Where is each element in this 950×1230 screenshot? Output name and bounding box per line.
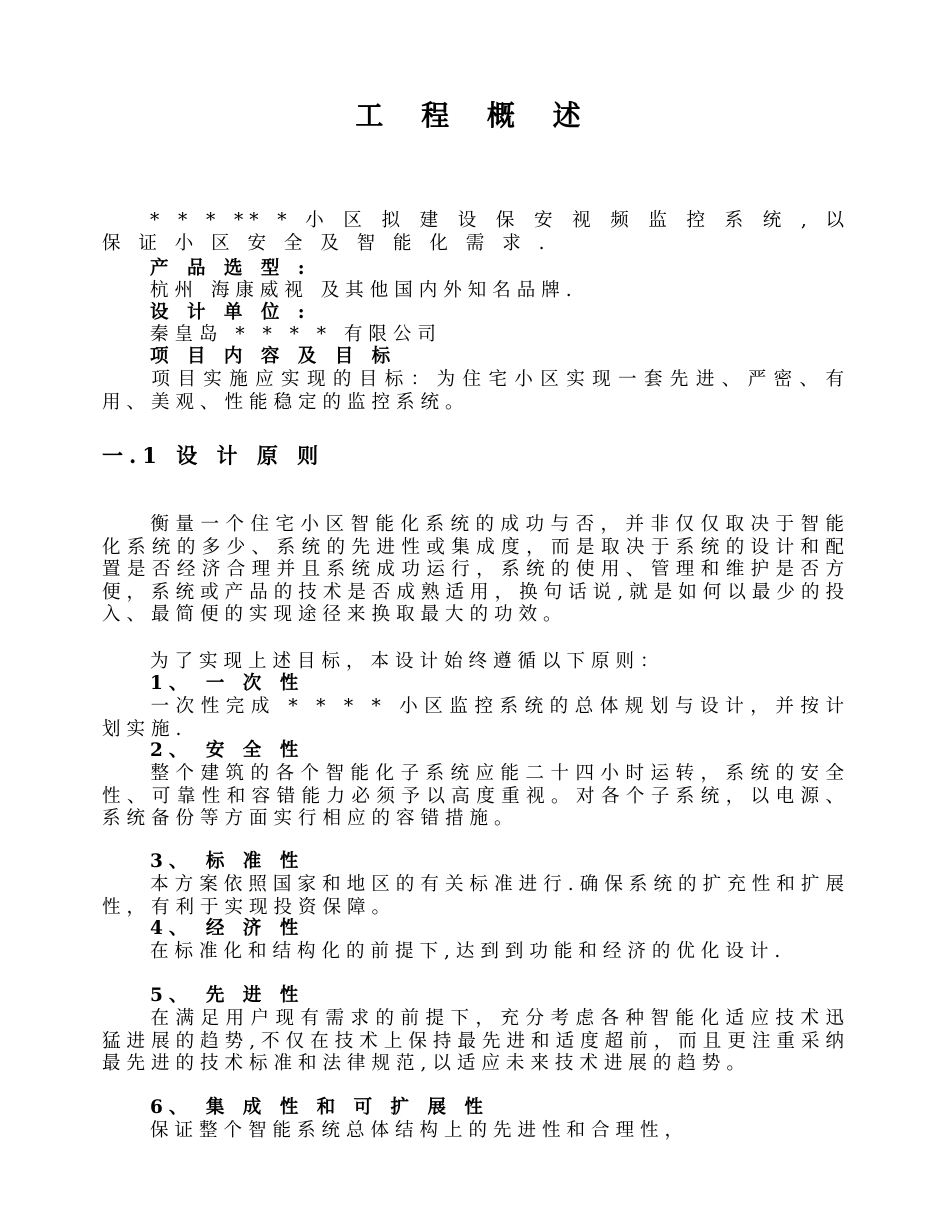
principle-text: 衡量一个住宅小区智能化系统的成功与否，并非仅仅取决于智能化系统的多少、系统的先进性或集成度，而是取决于系统的设计和配置是否经济合理并且系统成功运行，系统的使用、管理和维护是否方便，系统或产品的技术是否成熟适用，换句话说,就是如何以最少的投入、最简便的实现途径来换取最大的功效。 <box>102 514 850 625</box>
principle-lead-text: 为了实现上述目标，本设计始终遵循以下原则： <box>150 651 665 672</box>
principle-lead <box>102 651 850 674</box>
goals-text: 项目实施应实现的目标：为住宅小区实现一套先进、严密、有用、美观、性能稳定的监控系统。 <box>102 369 850 413</box>
item-body: 在标准化和结构化的前提下,达到到功能和经济的优化设计. <box>150 941 787 962</box>
item-text <box>102 1120 850 1143</box>
intro-text: * * * ** * 小 区 拟 建 设 保 安 视 频 监 控 系 统 , 以 保 证 小 区 安 全 及 智 能 化 需 求 . <box>102 210 850 254</box>
principle-paragraph <box>102 514 850 627</box>
intro-paragraph <box>102 210 850 255</box>
item-text <box>102 941 850 964</box>
product-label: 产 品 选 型 : <box>150 258 311 279</box>
item-body: 在满足用户现有需求的前提下，充分考虑各种智能化适应技术迅猛进展的趋势,不仅在技术上保持最先进和适度超前，而且更注重采纳最先进的技术标准和法律规范,以适应未来技术进展的趋势。 <box>102 1008 850 1074</box>
item-text <box>102 1008 850 1076</box>
item-label: 3、 标 准 性 <box>150 851 305 872</box>
product-text: 杭州 海康威视 及其他国内外知名品牌. <box>150 280 578 301</box>
item-text <box>102 874 850 919</box>
item-label: 5、 先 进 性 <box>150 985 305 1006</box>
item-body: 一次性完成 * * * * 小区监控系统的总体规划与设计，并按计划实施. <box>102 696 850 740</box>
item-text <box>102 763 850 831</box>
design-unit-text: 秦皇岛 * * * * 有限公司 <box>150 324 442 345</box>
item-text <box>102 696 850 741</box>
document-title: 工 程 概 述 <box>355 99 595 132</box>
section-heading: 一.1 设 计 原 则 <box>102 443 325 468</box>
goals-label: 项 目 内 容 及 目 标 <box>150 346 397 367</box>
item-label: 6、 集 成 性 和 可 扩 展 性 <box>150 1097 489 1118</box>
goals-paragraph <box>102 369 850 414</box>
item-label: 4、 经 济 性 <box>150 918 305 939</box>
item-body: 整个建筑的各个智能化子系统应能二十四小时运转，系统的安全性、可靠性和容错能力必须予以高度重视。对各个子系统，以电源、系统备份等方面实行相应的容错措施。 <box>102 763 850 829</box>
item-body: 本方案依照国家和地区的有关标准进行.确保系统的扩充性和扩展性，有利于实现投资保障。 <box>102 874 850 918</box>
item-label: 2、 安 全 性 <box>150 740 305 761</box>
item-body: 保证整个智能系统总体结构上的先进性和合理性， <box>150 1120 690 1141</box>
design-unit-label: 设 计 单 位 : <box>150 302 311 323</box>
item-label: 1、 一 次 性 <box>150 673 305 694</box>
